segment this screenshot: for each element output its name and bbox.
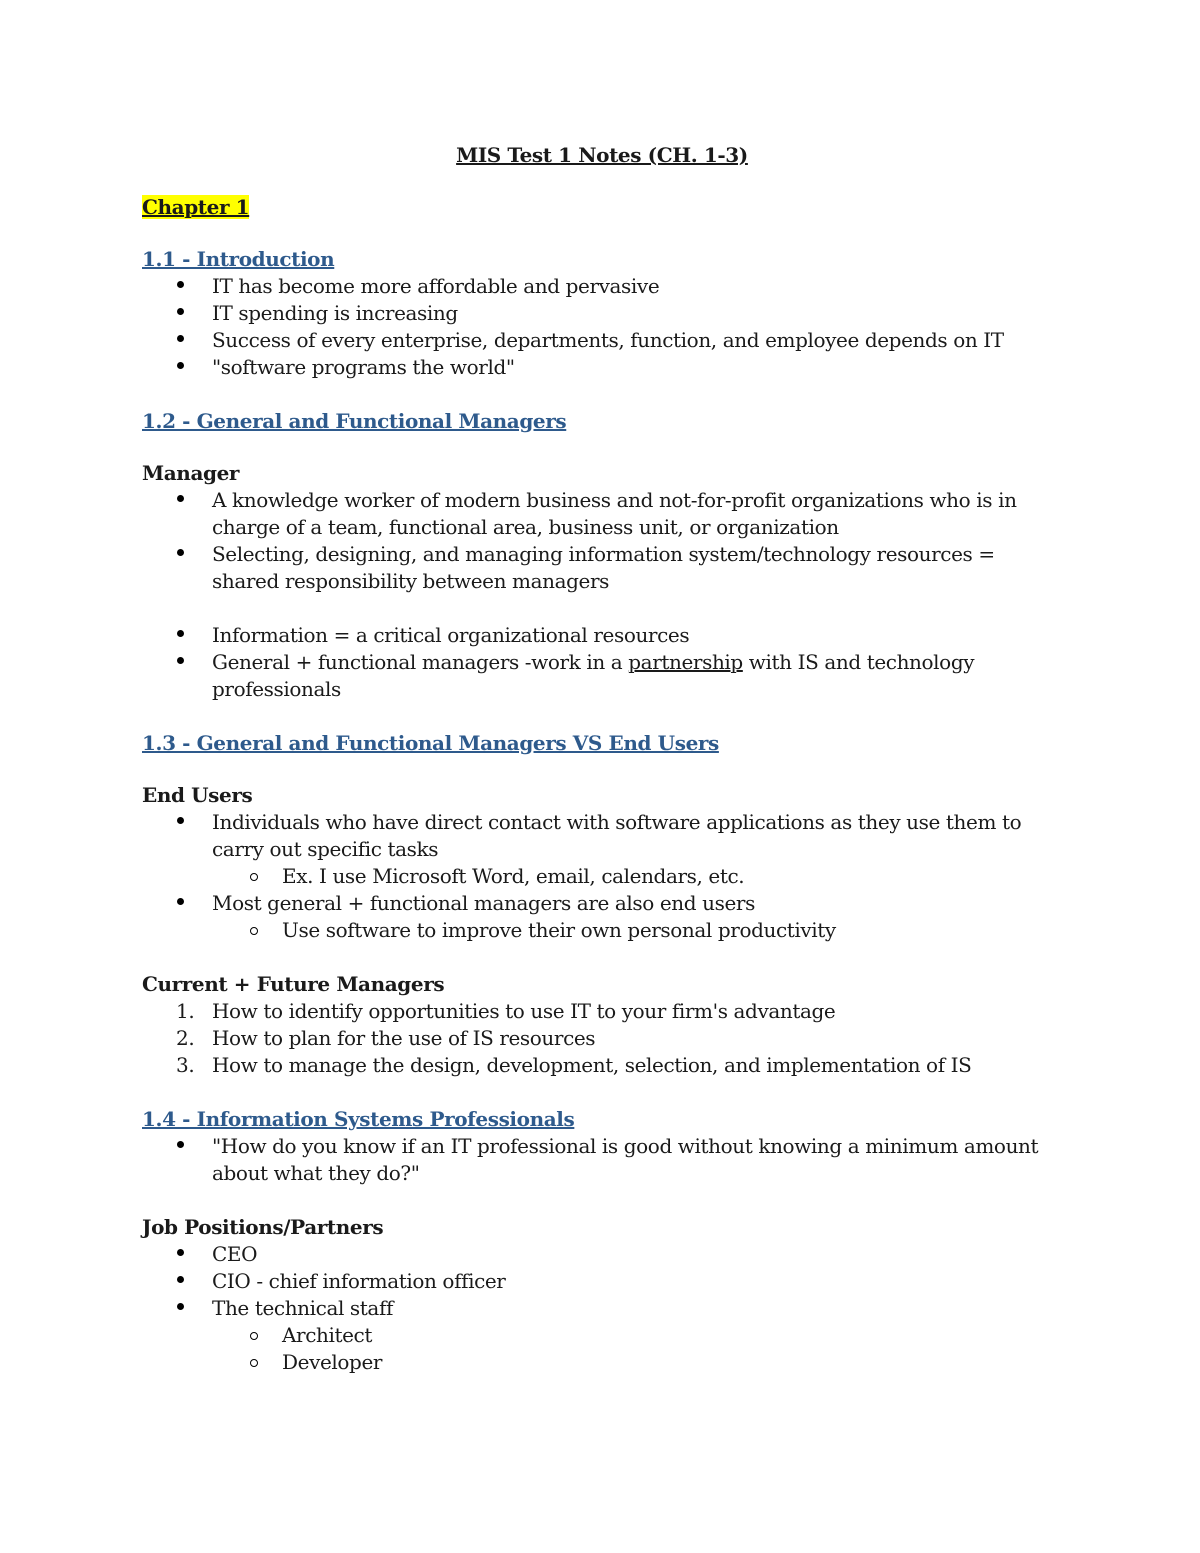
section-heading-1-2: 1.2 - General and Functional Managers xyxy=(142,409,567,433)
section-1-2-list xyxy=(142,487,1062,595)
managers-numbered-list xyxy=(142,998,1062,1079)
section-1-3-list-b xyxy=(142,890,1062,917)
section-1-4-list xyxy=(142,1133,1062,1187)
section-1-3-list xyxy=(142,809,1062,863)
sub-list-item: Use software to improve their own personal productivity xyxy=(142,917,1062,944)
partnership-word: partnership xyxy=(628,650,743,674)
list-item: IT spending is increasing xyxy=(142,300,1062,327)
item-text: How to plan for the use of IS resources xyxy=(212,1026,596,1050)
section-heading-1-3: 1.3 - General and Functional Managers VS End Users xyxy=(142,731,719,755)
list-item-partnership xyxy=(142,649,1062,703)
subheading-job-positions: Job Positions/Partners xyxy=(142,1215,384,1239)
section-1-3-sublist-1 xyxy=(142,863,1062,890)
sub-list-item: Developer xyxy=(142,1349,1062,1376)
numbered-item xyxy=(142,1052,1062,1079)
item-text: How to identify opportunities to use IT to your firm's advantage xyxy=(212,999,836,1023)
list-item: Most general + functional managers are also end users xyxy=(142,890,1062,917)
section-1-3-sublist-2 xyxy=(142,917,1062,944)
list-item: The technical staff xyxy=(142,1295,1062,1322)
list-item xyxy=(142,809,1062,863)
document-title: MIS Test 1 Notes (CH. 1-3) xyxy=(456,143,748,167)
list-item: Information = a critical organizational resources xyxy=(142,622,1062,649)
section-1-1-list xyxy=(142,273,1062,381)
subheading-end-users: End Users xyxy=(142,783,253,807)
item-text: How to manage the design, development, selection, and implementation of IS xyxy=(212,1053,972,1077)
document-body xyxy=(142,142,1062,1376)
chapter-heading xyxy=(142,194,1062,221)
numbered-item xyxy=(142,1025,1062,1052)
sub-list-item: Ex. I use Microsoft Word, email, calendars, etc. xyxy=(142,863,1062,890)
list-item: Selecting, designing, and managing information system/technology resources = shared responsibility between managers xyxy=(142,541,1062,595)
subheading-current-future-managers: Current + Future Managers xyxy=(142,972,445,996)
list-item: Success of every enterprise, departments, function, and employee depends on IT xyxy=(142,327,1062,354)
list-item: CEO xyxy=(142,1241,1062,1268)
partnership-text-before: General + functional managers -work in a xyxy=(212,650,629,674)
list-item: "software programs the world" xyxy=(142,354,1062,381)
list-item: CIO - chief information officer xyxy=(142,1268,1062,1295)
technical-staff-sublist xyxy=(142,1322,1062,1376)
list-item: A knowledge worker of modern business and not-for-profit organizations who is in charge of a team, functional area, business unit, or organization xyxy=(142,487,1062,541)
item-number: 1. xyxy=(176,999,195,1023)
item-number: 2. xyxy=(176,1026,195,1050)
numbered-item xyxy=(142,998,1062,1025)
section-heading-1-1: 1.1 - Introduction xyxy=(142,247,335,271)
subheading-manager: Manager xyxy=(142,461,240,485)
list-item: "How do you know if an IT professional is good without knowing a minimum amount about what they do?" xyxy=(142,1133,1062,1187)
chapter-heading-text: Chapter 1 xyxy=(142,195,250,219)
partnership-text-after: with IS and technology professionals xyxy=(212,650,975,701)
sub-list-item: Architect xyxy=(142,1322,1062,1349)
list-item: IT has become more affordable and pervasive xyxy=(142,273,1062,300)
item-number: 3. xyxy=(176,1053,195,1077)
list-item-text: Individuals who have direct contact with software applications as they use them to carry out specific tasks xyxy=(212,810,1022,861)
section-heading-1-4: 1.4 - Information Systems Professionals xyxy=(142,1107,575,1131)
section-1-2-list-2 xyxy=(142,622,1062,703)
job-positions-list xyxy=(142,1241,1062,1322)
